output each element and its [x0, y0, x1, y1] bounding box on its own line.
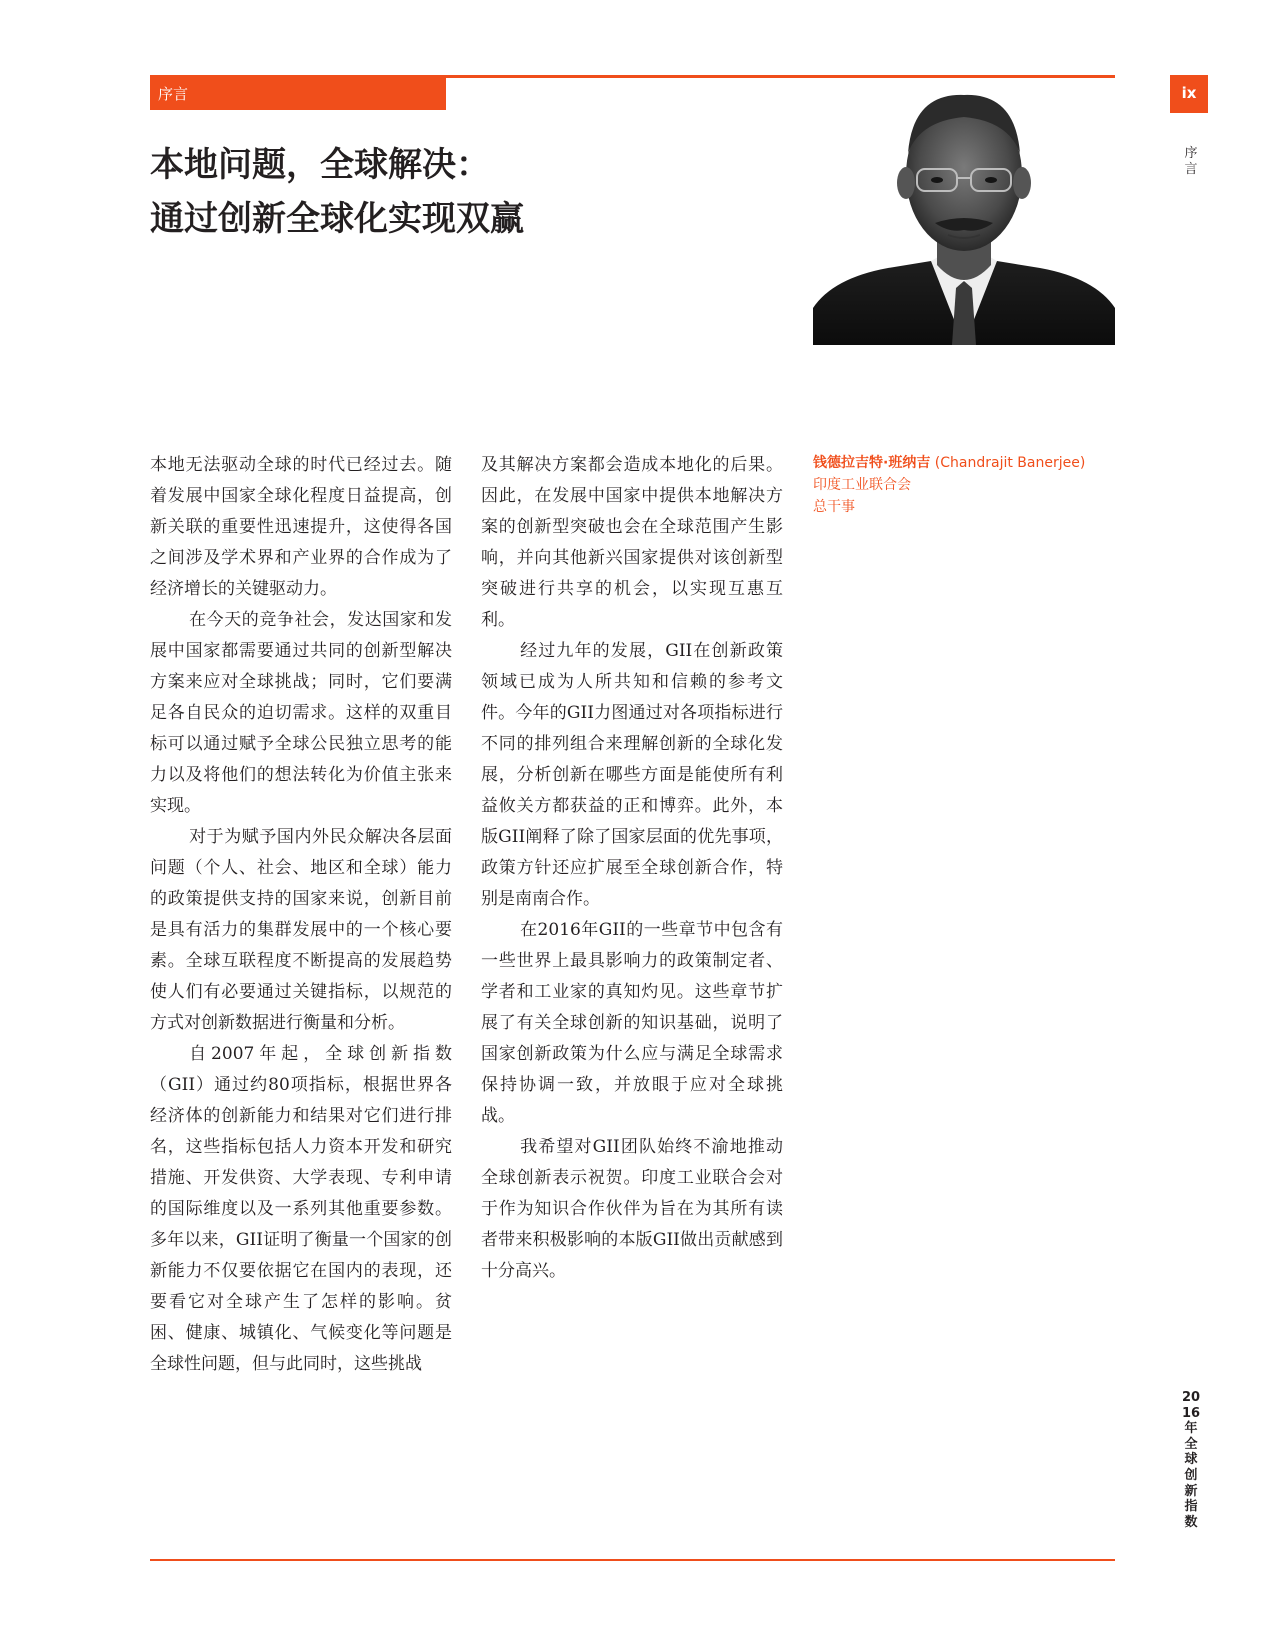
author-credit [813, 452, 1123, 518]
page-title [150, 138, 770, 246]
body-column-right [481, 450, 783, 1287]
author-portrait [813, 83, 1115, 345]
body-paragraph: 本地无法驱动全球的时代已经过去。随着发展中国家全球化程度日益提高，创新关联的重要性迅速提升，这使得各国之间涉及学术界和产业界的合作成为了经济增长的关键驱动力。 [150, 455, 452, 599]
page-number: ix [1170, 75, 1208, 113]
body-paragraph: 在2016年GII的一些章节中包含有一些世界上最具影响力的政策制定者、学者和工业家的真知灼见。这些章节扩展了有关全球创新的知识基础，说明了国家创新政策为什么应与满足全球需求保持协调一致，并放眼于应对全球挑战。 [481, 920, 783, 1126]
title-line-1: 本地问题，全球解决： [150, 145, 490, 185]
body-paragraph: 及其解决方案都会造成本地化的后果。因此，在发展中国家中提供本地解决方案的创新型突破也会在全球范围产生影响，并向其他新兴国家提供对该创新型突破进行共享的机会，以实现互惠互利。 [481, 455, 783, 630]
author-organization: 印度工业联合会 [813, 477, 911, 493]
body-paragraph: 对于为赋予国内外民众解决各层面问题（个人、社会、地区和全球）能力的政策提供支持的国家来说，创新目前是具有活力的集群发展中的一个核心要素。全球互联程度不断提高的发展趋势使人们有必要通过关键指标，以规范的方式对创新数据进行衡量和分析。 [150, 827, 452, 1033]
body-paragraph: 在今天的竞争社会，发达国家和发展中国家都需要通过共同的创新型解决方案来应对全球挑战；同时，它们要满足各自民众的迫切需求。这样的双重目标可以通过赋予全球公民独立思考的能力以及将他们的想法转化为价值主张来实现。 [150, 610, 452, 816]
body-column-left [150, 450, 452, 1380]
section-tab: 序言 [150, 78, 446, 110]
title-line-2: 通过创新全球化实现双赢 [150, 199, 524, 239]
author-name: 钱德拉吉特·班纳吉 [813, 455, 931, 471]
body-paragraph: 经过九年的发展，GII在创新政策领域已成为人所共知和信赖的参考文件。今年的GII力图通过对各项指标进行不同的排列组合来理解创新的全球化发展，分析创新在哪些方面是能使所有利益攸关方都获益的正和博弈。此外，本版GII阐释了除了国家层面的优先事项，政策方针还应扩展至全球创新合作，特别是南南合作。 [481, 641, 783, 909]
body-paragraph: 自2007年起，全球创新指数（GII）通过约80项指标，根据世界各经济体的创新能力和结果对它们进行排名，这些指标包括人力资本开发和研究措施、开发供资、大学表现、专利申请的国际维度以及一系列其他重要参数。多年以来，GII证明了衡量一个国家的创新能力不仅要依据它在国内的表现，还要看它对全球产生了怎样的影响。贫困、健康、城镇化、气候变化等问题是全球性问题，但与此同时，这些挑战 [150, 1044, 452, 1374]
author-name-line [813, 452, 1123, 474]
sidebar-section-label: 序言 [1184, 146, 1198, 177]
body-paragraph: 我希望对GII团队始终不渝地推动全球创新表示祝贺。印度工业联合会对于作为知识合作伙伴为旨在为其所有读者带来积极影响的本版GII做出贡献感到十分高兴。 [481, 1137, 783, 1281]
author-position: 总干事 [813, 499, 855, 515]
sidebar-publication-title: 2016年全球创新指数 [1181, 1390, 1201, 1530]
bottom-rule [150, 1559, 1115, 1561]
author-name-latin: (Chandrajit Banerjee) [930, 455, 1086, 471]
